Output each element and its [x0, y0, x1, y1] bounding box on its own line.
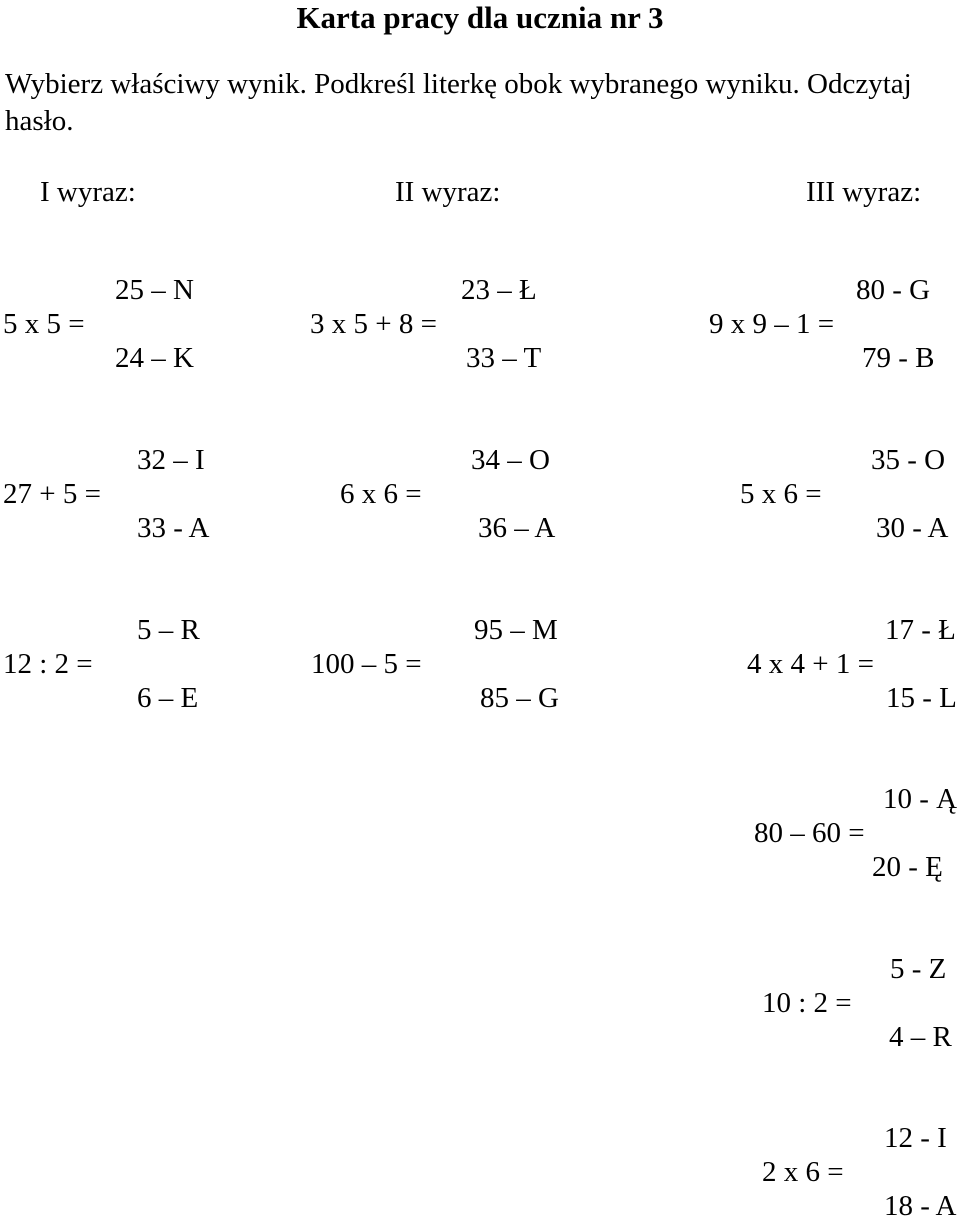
expression-row1-col2: 3 x 5 + 8 = [310, 308, 437, 340]
expression-row2-col3: 5 x 6 = [740, 478, 822, 510]
option-row3-col1-a: 5 – R [137, 614, 200, 646]
expression-row3-col3: 4 x 4 + 1 = [747, 648, 874, 680]
option-row2-col1-a: 32 – I [137, 444, 205, 476]
option-row4-col3-b: 20 - Ę [872, 851, 943, 883]
option-row1-col1-a: 25 – N [115, 274, 194, 306]
option-row3-col2-b: 85 – G [480, 682, 559, 714]
expression-row2-col1: 27 + 5 = [3, 478, 101, 510]
option-row5-col3-b: 4 – R [889, 1021, 952, 1053]
column-header-3: III wyraz: [806, 176, 922, 208]
column-header-2: II wyraz: [395, 176, 501, 208]
option-row1-col2-b: 33 – T [466, 342, 542, 374]
expression-row3-col1: 12 : 2 = [3, 648, 93, 680]
option-row2-col3-b: 30 - A [876, 512, 949, 544]
option-row1-col2-a: 23 – Ł [461, 274, 537, 306]
expression-row6-col3: 2 x 6 = [762, 1156, 844, 1188]
option-row3-col1-b: 6 – E [137, 682, 199, 714]
expression-row4-col3: 80 – 60 = [754, 817, 865, 849]
option-row1-col1-b: 24 – K [115, 342, 194, 374]
option-row3-col3-b: 15 - L [886, 682, 957, 714]
expression-row3-col2: 100 – 5 = [311, 648, 422, 680]
instruction-text: Wybierz właściwy wynik. Podkreśl literkę obok wybranego wyniku. Odczytaj hasło. [5, 68, 912, 137]
option-row3-col2-a: 95 – M [474, 614, 558, 646]
expression-row1-col1: 5 x 5 = [3, 308, 85, 340]
option-row2-col1-b: 33 - A [137, 512, 210, 544]
option-row1-col3-a: 80 - G [856, 274, 931, 306]
option-row2-col2-a: 34 – O [471, 444, 550, 476]
expression-row2-col2: 6 x 6 = [340, 478, 422, 510]
option-row5-col3-a: 5 - Z [890, 953, 947, 985]
expression-row1-col3: 9 x 9 – 1 = [709, 308, 835, 340]
column-header-1: I wyraz: [40, 176, 136, 208]
option-row3-col3-a: 17 - Ł [885, 614, 956, 646]
option-row4-col3-a: 10 - Ą [883, 783, 958, 815]
option-row1-col3-b: 79 - B [862, 342, 935, 374]
option-row2-col2-b: 36 – A [478, 512, 556, 544]
option-row2-col3-a: 35 - O [871, 444, 946, 476]
worksheet-title: Karta pracy dla ucznia nr 3 [296, 0, 664, 35]
option-row6-col3-a: 12 - I [884, 1122, 947, 1154]
option-row6-col3-b: 18 - A [884, 1190, 957, 1222]
expression-row5-col3: 10 : 2 = [762, 987, 852, 1019]
